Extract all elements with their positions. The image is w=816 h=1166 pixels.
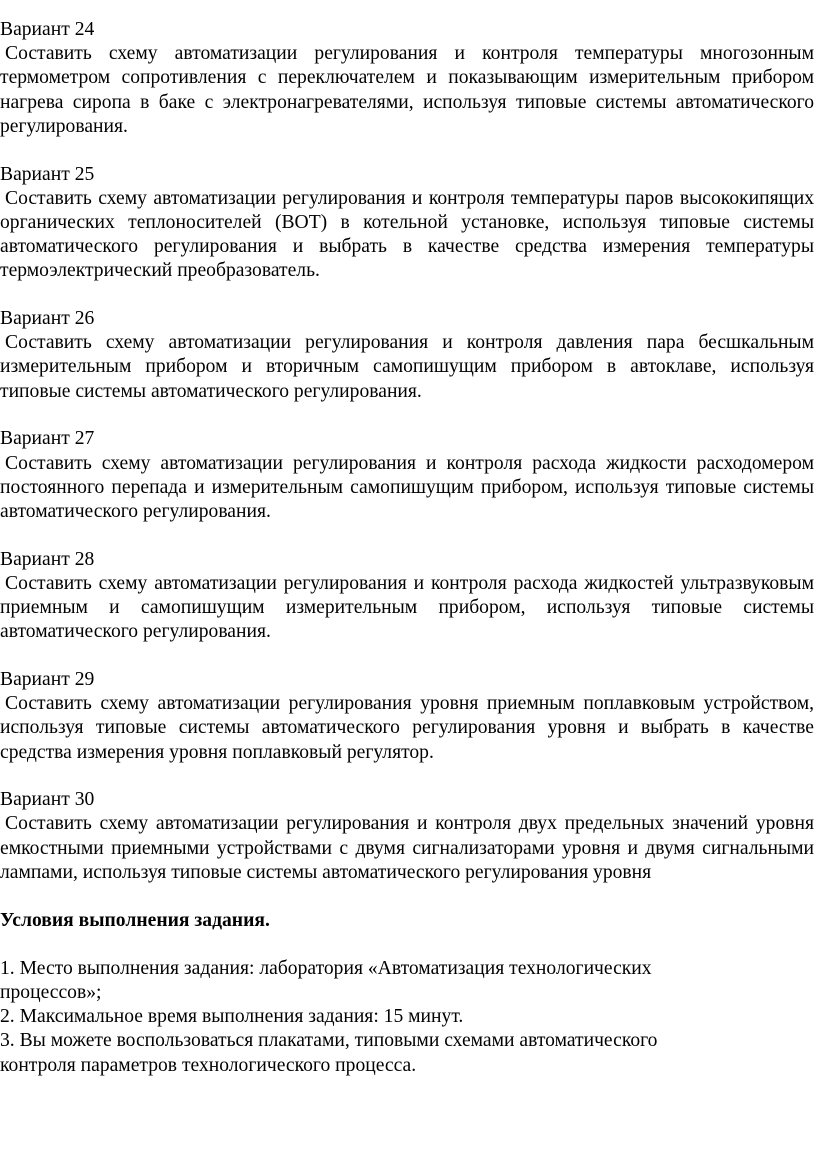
- variant-28: [0, 548, 814, 645]
- variant-30: [0, 788, 814, 885]
- condition-item-materials: 3. Вы можете воспользоваться плакатами, типовыми схемами автоматического контроля параметров технологического процесса.: [0, 1030, 658, 1076]
- variant-text: Составить схему автоматизации регулирования и контроля температуры паров высококипящих органических теплоносителей (ВОТ) в котельной установке, используя типовые системы автоматического регулирования и выбрать в качестве средства измерения температуры термоэлектрический преобразователь.: [0, 187, 814, 282]
- variant-29: [0, 668, 814, 765]
- conditions-heading: Условия выполнения задания.: [0, 909, 270, 931]
- variant-text: Составить схему автоматизации регулирования и контроля давления пара бесшкальным измерительным прибором и вторичным самопишущим прибором в автоклаве, используя типовые системы автоматического регулирования.: [0, 332, 814, 402]
- variant-title: Вариант 24: [0, 19, 95, 40]
- variant-text: Составить схему автоматизации регулирования уровня приемным поплавковым устройством, используя типовые системы автоматического регулирования уровня и выбрать в качестве средства измерения уровня поплавковый регулятор.: [0, 693, 814, 763]
- variant-27: [0, 427, 814, 524]
- variant-text: Составить схему автоматизации регулирования и контроля расхода жидкости расходомером постоянного перепада и измерительным самопишущим прибором, используя типовые системы автоматического регулирования.: [0, 452, 814, 522]
- variant-text: Составить схему автоматизации регулирования и контроля расхода жидкостей ультразвуковым приемным и самопишущим измерительным прибором, используя типовые системы автоматического регулирования.: [0, 572, 814, 643]
- variant-title: Вариант 25: [0, 163, 95, 185]
- variant-26: [0, 307, 814, 404]
- variant-text: Составить схему автоматизации регулирования и контроля температуры многозонным термометром сопротивления с переключателем и показывающим измерительным прибором нагрева сиропа в баке с электронагревателями, используя типовые системы автоматического регулирования.: [0, 43, 814, 137]
- variant-title: Вариант 30: [0, 789, 95, 811]
- condition-item-location: 1. Место выполнения задания: лаборатория «Автоматизация технологических процессов»;: [0, 957, 652, 1003]
- document-page: [0, 18, 814, 1078]
- variant-title: Вариант 28: [0, 548, 95, 570]
- variant-title: Вариант 27: [0, 428, 95, 450]
- variant-24: [0, 18, 814, 139]
- variant-25: [0, 163, 814, 284]
- condition-item-time: 2. Максимальное время выполнения задания: 15 минут.: [0, 1006, 464, 1028]
- variant-title: Вариант 26: [0, 308, 95, 330]
- task-conditions: [0, 909, 814, 1078]
- variant-text: Составить схему автоматизации регулирования и контроля двух предельных значений уровня емкостными приемными устройствами с двумя сигнализаторами уровня и двумя сигнальными лампами, используя типовые системы автоматического регулирования уровня: [0, 813, 814, 883]
- variant-title: Вариант 29: [0, 668, 95, 690]
